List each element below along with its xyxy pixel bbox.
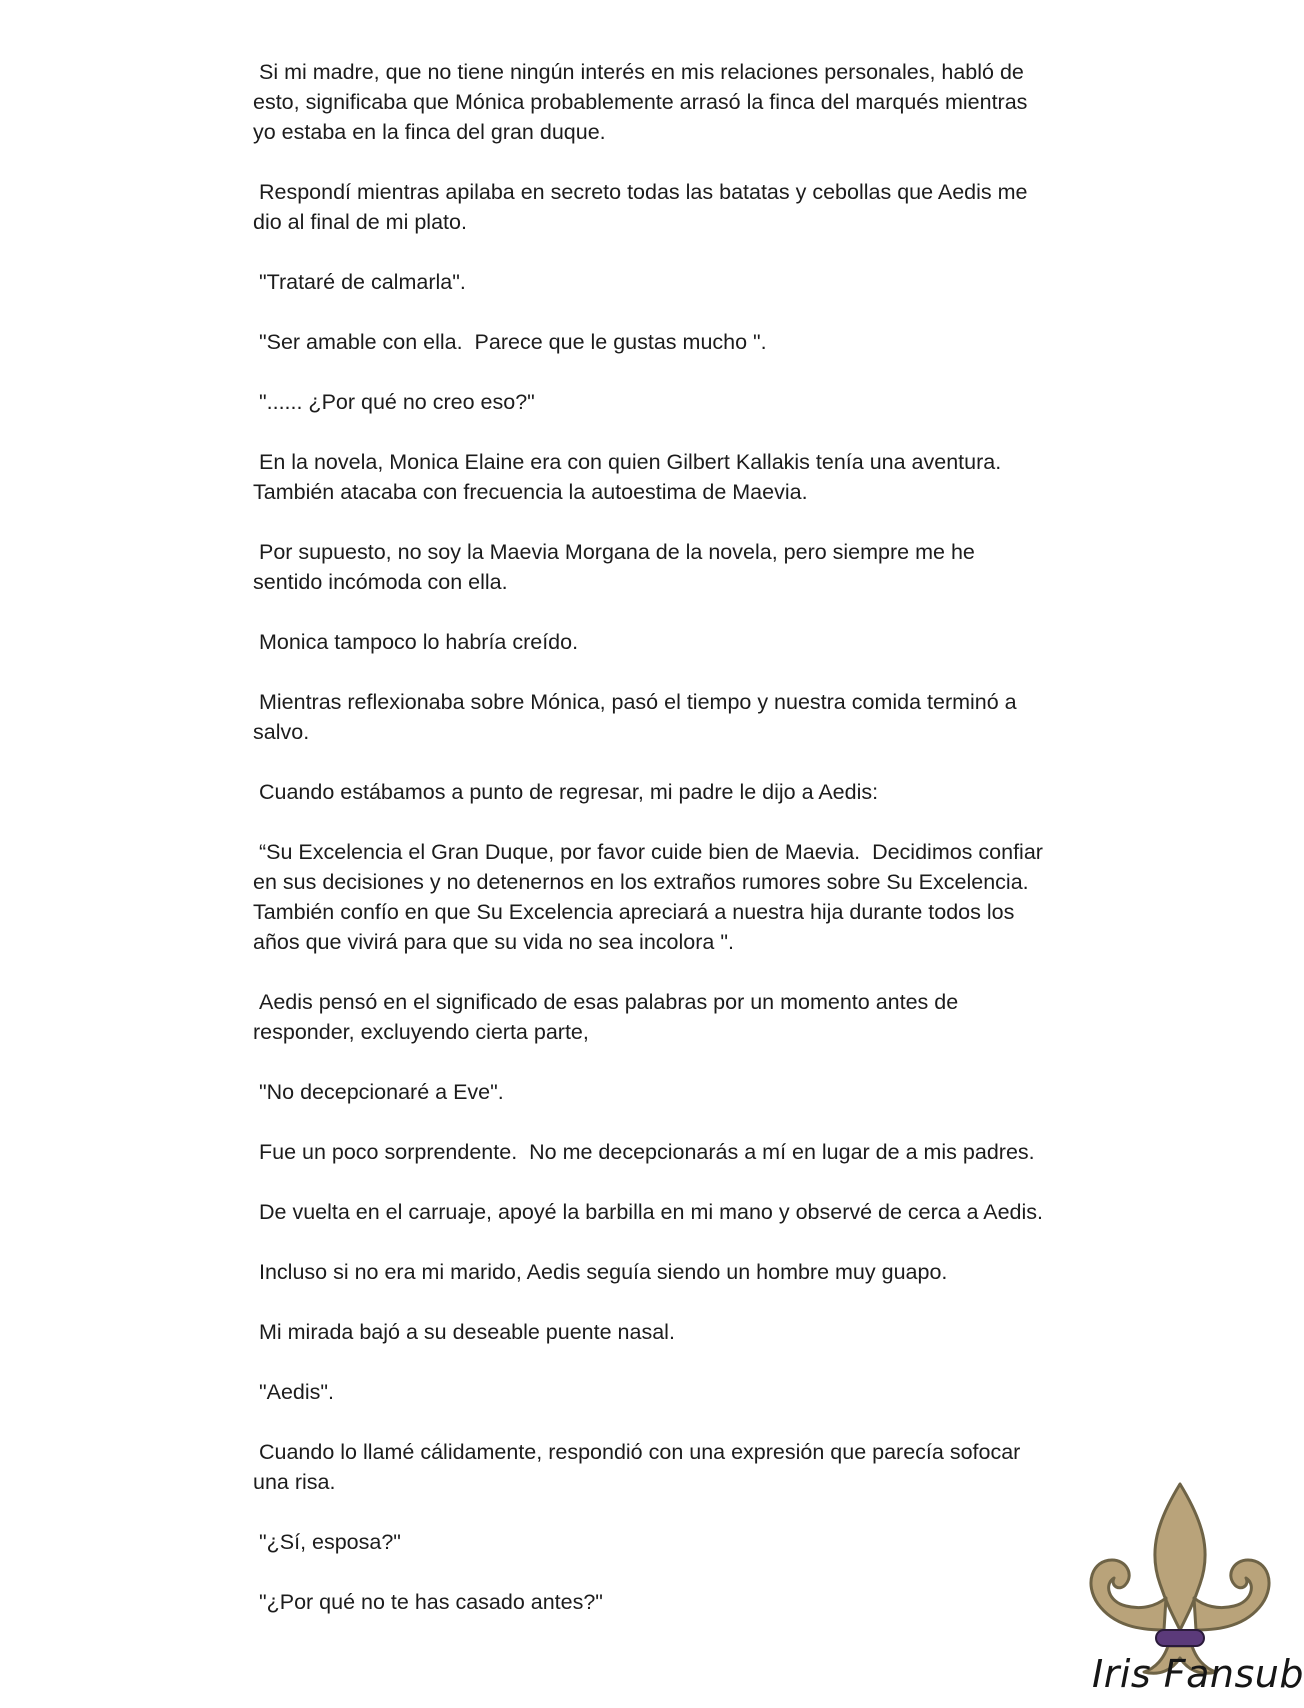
paragraph: Respondí mientras apilaba en secreto todas las batatas y cebollas que Aedis me dio al final de mi plato.	[253, 180, 1034, 234]
paragraph: "¿Por qué no te has casado antes?"	[253, 1590, 603, 1614]
paragraph: Fue un poco sorprendente. No me decepcionarás a mí en lugar de a mis padres.	[253, 1140, 1035, 1164]
paragraph: "Aedis".	[253, 1380, 335, 1404]
paragraph: "...... ¿Por qué no creo eso?"	[253, 390, 535, 414]
watermark-logo	[1080, 1480, 1304, 1708]
document-body	[253, 57, 1049, 1647]
paragraph: Mi mirada bajó a su deseable puente nasal.	[253, 1320, 675, 1344]
paragraph: "Ser amable con ella. Parece que le gustas mucho ".	[253, 330, 767, 354]
paragraph: Cuando estábamos a punto de regresar, mi padre le dijo a Aedis:	[253, 780, 879, 804]
paragraph: Incluso si no era mi marido, Aedis seguía siendo un hombre muy guapo.	[253, 1260, 948, 1284]
fleur-de-lis-icon	[1080, 1480, 1280, 1680]
paragraph: Cuando lo llamé cálidamente, respondió con una expresión que parecía sofocar una risa.	[253, 1440, 1027, 1494]
paragraph: Monica tampoco lo habría creído.	[253, 630, 579, 654]
paragraph: De vuelta en el carruaje, apoyé la barbilla en mi mano y observé de cerca a Aedis.	[253, 1200, 1043, 1224]
paragraph: Si mi madre, que no tiene ningún interés en mis relaciones personales, habló de esto, significaba que Mónica probablemente arrasó la finca del marqués mientras yo estaba en la finca del gran duque.	[253, 60, 1034, 144]
paragraph: Aedis pensó en el significado de esas palabras por un momento antes de responder, excluyendo cierta parte,	[253, 990, 965, 1044]
watermark-text: Iris Fansub	[1092, 1652, 1304, 1696]
paragraph: "No decepcionaré a Eve".	[253, 1080, 504, 1104]
paragraph: En la novela, Monica Elaine era con quien Gilbert Kallakis tenía una aventura. También atacaba con frecuencia la autoestima de Maevia.	[253, 450, 1013, 504]
paragraph: "¿Sí, esposa?"	[253, 1530, 401, 1554]
paragraph: "Trataré de calmarla".	[253, 270, 466, 294]
paragraph: Por supuesto, no soy la Maevia Morgana de la novela, pero siempre me he sentido incómoda con ella.	[253, 540, 981, 594]
paragraph: Mientras reflexionaba sobre Mónica, pasó el tiempo y nuestra comida terminó a salvo.	[253, 690, 1023, 744]
paragraph: “Su Excelencia el Gran Duque, por favor cuide bien de Maevia. Decidimos confiar en sus decisiones y no detenernos en los extraños rumores sobre Su Excelencia. También confío en que Su Excelencia apreciará a nuestra hija durante todos los años que vivirá para que su vida no sea incolora ".	[253, 840, 1049, 954]
